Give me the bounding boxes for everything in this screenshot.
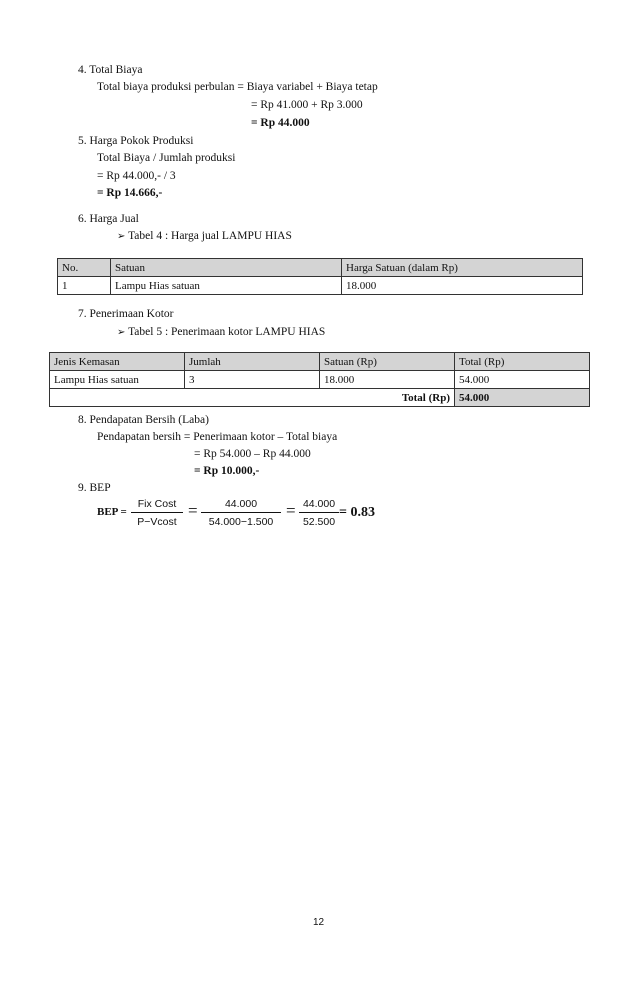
arrow-bullet-icon: ➢ [117, 327, 126, 338]
section-5-heading: 5. Harga Pokok Produksi [78, 135, 194, 147]
total-label: Total (Rp) [50, 389, 455, 407]
tabel-4-caption [117, 230, 292, 242]
section-9-heading: 9. BEP [78, 482, 111, 494]
fraction-denominator: P−Vcost [137, 516, 177, 528]
section-6-heading: 6. Harga Jual [78, 213, 139, 225]
table-header-cell: Total (Rp) [455, 353, 590, 371]
fraction-numerator: 44.000 [299, 498, 339, 513]
tabel-5-caption-text: Tabel 5 : Penerimaan kotor LAMPU HIAS [128, 326, 326, 338]
fraction-numerator: 44.000 [201, 498, 281, 513]
table-total-row [50, 389, 590, 407]
tabel-5-caption [117, 326, 325, 338]
equals-sign: = [286, 501, 296, 520]
section-7-heading: 7. Penerimaan Kotor [78, 308, 174, 320]
table-cell: Lampu Hias satuan [111, 277, 342, 295]
table-header-row [58, 259, 583, 277]
section-4-heading: 4. Total Biaya [78, 64, 143, 76]
fraction-numerator: Fix Cost [131, 498, 183, 513]
table-header-cell: Harga Satuan (dalam Rp) [342, 259, 583, 277]
bep-fraction-simplified [299, 498, 339, 528]
table-cell: Lampu Hias satuan [50, 371, 185, 389]
section-4-line2: = Rp 41.000 + Rp 3.000 [251, 99, 363, 111]
total-value: 54.000 [455, 389, 590, 407]
fraction-denominator: 52.500 [302, 516, 336, 528]
equals-sign: = [188, 501, 198, 520]
table-header-cell: Jumlah [185, 353, 320, 371]
table-header-row [50, 353, 590, 371]
section-8-line1: Pendapatan bersih = Penerimaan kotor – Total biaya [97, 431, 338, 443]
bep-fraction-formula [131, 498, 183, 528]
table-cell: 18.000 [320, 371, 455, 389]
bep-result: = 0.83 [339, 505, 375, 520]
table-header-cell: Jenis Kemasan [50, 353, 185, 371]
section-5-line2: = Rp 44.000,- / 3 [97, 170, 176, 182]
bep-fraction-values [201, 498, 281, 528]
section-5-line3: = Rp 14.666,- [97, 187, 163, 199]
section-4-line1: Total biaya produksi perbulan = Biaya variabel + Biaya tetap [97, 81, 378, 93]
section-4-line3: = Rp 44.000 [251, 117, 310, 129]
section-8-line3: = Rp 10.000,- [194, 465, 260, 477]
table-row [58, 277, 583, 295]
table-cell: 54.000 [455, 371, 590, 389]
section-8-line2: = Rp 54.000 – Rp 44.000 [194, 448, 311, 460]
table-cell: 3 [185, 371, 320, 389]
bep-label: BEP = [97, 506, 127, 518]
table-header-cell: Satuan [111, 259, 342, 277]
tabel-5 [49, 352, 590, 407]
table-cell: 1 [58, 277, 111, 295]
page-number: 12 [313, 917, 325, 928]
section-8-heading: 8. Pendapatan Bersih (Laba) [78, 414, 209, 426]
section-5-line1: Total Biaya / Jumlah produksi [97, 152, 236, 164]
table-header-cell: Satuan (Rp) [320, 353, 455, 371]
tabel-4 [57, 258, 583, 295]
fraction-denominator: 54.000−1.500 [208, 516, 274, 528]
table-header-cell: No. [58, 259, 111, 277]
table-cell: 18.000 [342, 277, 583, 295]
table-row [50, 371, 590, 389]
arrow-bullet-icon: ➢ [117, 231, 126, 242]
tabel-4-caption-text: Tabel 4 : Harga jual LAMPU HIAS [128, 230, 292, 242]
